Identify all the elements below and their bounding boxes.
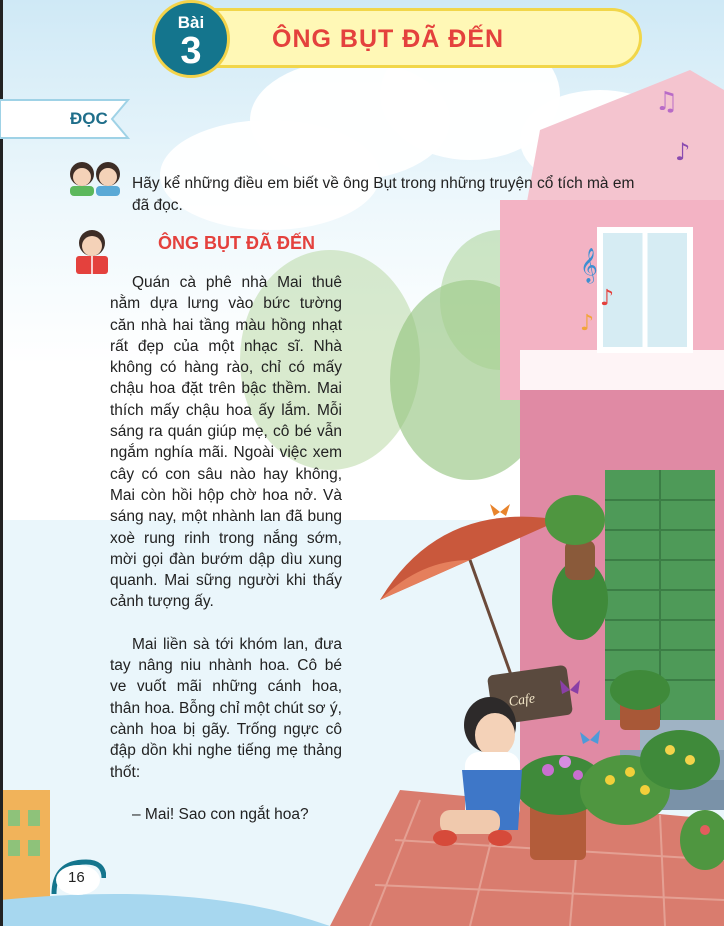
cafe-sign-text: Cafe (507, 691, 537, 710)
section-tab-shape (0, 98, 130, 140)
music-note-icon: ♪ (600, 286, 615, 311)
reading-child-icon (64, 228, 120, 274)
story-paragraph: Mai liền sà tới khóm lan, đưa tay nâng niu nhành hoa. Cô bé ve vuốt mãi những cánh hoa, thân hoa. Bỗng chỉ một chút sơ ý, cành hoa bị gãy. Trống ngực cô đập dồn khi nghe tiếng mẹ thảng thốt: (110, 635, 342, 781)
music-note-icon: ♫ (655, 87, 679, 117)
music-note-icon: ♪ (580, 311, 595, 336)
house-balcony (520, 350, 724, 390)
story-text (110, 272, 342, 825)
girl-figure (433, 697, 522, 846)
music-note-icon: 𝄞 (580, 248, 598, 283)
page-number-badge (50, 858, 106, 898)
discussion-kids-icon (66, 160, 126, 196)
story-title: ÔNG BỤT ĐÃ ĐẾN (158, 233, 315, 253)
lesson-label: Bài (177, 13, 205, 32)
question-text: Hãy kể những điều em biết về ông Bụt trong những truyện cổ tích mà em đã đọc. (132, 175, 635, 214)
story-paragraph: Quán cà phê nhà Mai thuê nằm dựa lưng vào bức tường căn nhà hai tầng màu hồng nhạt rất đẹp của một nhạc sĩ. Nhà không có hàng rào, chỉ có mấy chậu hoa đặt trên bậc thềm. Mai thích mấy chậu hoa ấy lắm. Mỗi sáng ra quán giúp mẹ, cô bé vẫn ngắm nghía mãi. Ngoài việc xem cây có con sâu nào hay không, Mai còn hồi hộp chờ hoa nở. Và sáng nay, một nhành lan đã bung xoè rung rinh trong nắng sớm, mời gọi đàn bướm dập dìu xung quanh. Mai sững người khi thấy cảnh tượng ấy. (110, 274, 342, 611)
lesson-title: ÔNG BỤT ĐÃ ĐẾN (272, 25, 505, 53)
lesson-title-banner (212, 8, 642, 68)
music-note-icon: ♪ (675, 138, 691, 166)
flower-plant (640, 730, 720, 790)
lesson-badge (152, 0, 230, 78)
butterfly (490, 504, 510, 516)
story-paragraph: – Mai! Sao con ngắt hoa? (132, 805, 309, 823)
lesson-number: 3 (180, 30, 202, 72)
section-label: ĐỌC (70, 109, 108, 128)
section-tab-doc (0, 98, 130, 140)
page-number: 16 (68, 869, 85, 886)
